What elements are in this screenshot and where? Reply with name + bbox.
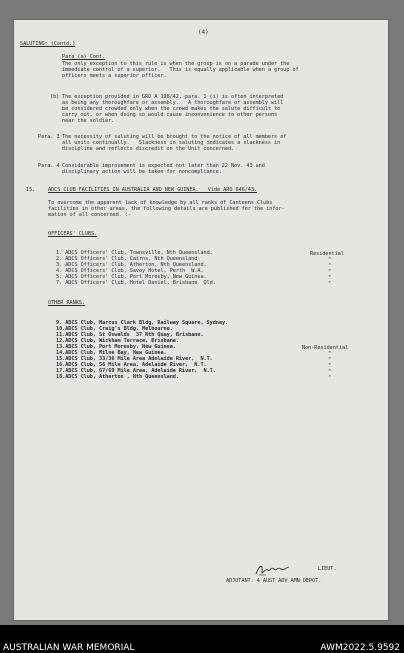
ditto-mark: " <box>328 281 332 287</box>
document-page <box>14 20 388 620</box>
officers-club-item: 3. ADCS Officers' Club, Atherton, Nth Queensland. <box>56 262 207 268</box>
para-a-label: Para (a) Cont. <box>62 54 106 60</box>
officers-club-item: 4. ADCS Officers' Club, Savoy Hotel, Perth W.A. <box>56 268 204 274</box>
para-b-line: The exception provided in GRO A 198/42, para. 1 (i) is often interpreted <box>62 94 284 100</box>
archive-footer <box>0 625 404 653</box>
para-3-line: discipline and reflects discredit on the Unit concerned. <box>62 146 235 152</box>
item-15-line: To overcome the apparent lack of knowledge by all ranks of Canteens Clubs <box>48 200 273 206</box>
para-b-line: be considered crowded only when the crowd makes the salute difficult to <box>62 106 281 112</box>
para-a-line: The only exception to this rule is when the group is on a parade under the <box>62 61 290 67</box>
handwritten-signature <box>254 560 292 580</box>
ditto-mark: " <box>328 263 332 269</box>
item-15-number: 15. <box>26 187 36 193</box>
para-4-label: Para. 4 <box>38 163 60 169</box>
item-15-line: facilities in other areas, the following details are published for the infor- <box>48 206 285 212</box>
residential-label: Residential <box>310 251 344 257</box>
ditto-mark: " <box>328 269 332 275</box>
ditto-mark: " <box>328 375 332 381</box>
other-club-item: 11.ADCS Club, St Oswalds 37 Nth Quay, Brisbane. <box>56 332 204 338</box>
footer-accession-number: AWM2022.5.9592 <box>320 643 400 653</box>
other-club-item: 18.ADCS Club, Atherton , Nth Queensland. <box>56 374 179 380</box>
para-4-line: disciplinary action will be taken for noncompliance. <box>62 169 222 175</box>
other-club-item: 14.ADCS Club, Milne Bay, New Guinea. <box>56 350 167 356</box>
non-residential-label: Non-Residential <box>302 345 349 351</box>
ditto-mark: " <box>328 257 332 263</box>
para-3-label: Para. 3 <box>38 134 60 140</box>
other-club-item: 9. ADCS Club, Marcus Clark Bldg, Railway Square, Sydney. <box>56 320 229 326</box>
other-club-item: 16.ADCS Club, 56 Mile Area, Adelaide River, N.T. <box>56 362 207 368</box>
other-club-item: 12.ADCS Club, Wickham Terrace, Brisbane. <box>56 338 179 344</box>
officers-club-item: 5. ADCS Officers' Club, Port Moresby, New Guinea. <box>56 274 207 280</box>
para-b-label: (b) <box>50 94 60 100</box>
other-club-item: 17.ADCS Club, 67/69 Mile Area, Adelaide River, N.T. <box>56 368 216 374</box>
page-number: (4) <box>198 29 209 36</box>
para-b-line: near the soldier. <box>62 118 115 124</box>
footer-institution: AUSTRALIAN WAR MEMORIAL <box>3 643 135 653</box>
saluting-heading: SALUTING: (Contd.) <box>20 41 76 47</box>
ditto-mark: " <box>328 351 332 357</box>
officers-club-item: 2. ADCS Officers' Club, Cairns, Nth Queensland. <box>56 256 201 262</box>
officers-clubs-heading: OFFICERS' CLUBS. <box>48 231 98 237</box>
para-a-line: officers meets a superior officer. <box>62 73 167 79</box>
officers-club-item: 1. ADCS Officers' Club, Townsville, Nth Queensland. <box>56 250 213 256</box>
para-a-line: immediate control of a superior. This is equally applicable when a group of <box>62 67 299 73</box>
ditto-mark: " <box>328 363 332 369</box>
ditto-mark: " <box>328 275 332 281</box>
item-15-line: mation of all concerned. :- <box>48 212 135 218</box>
para-4-line: Considerable improvement is expected not later than 22 Nov. 43 and <box>62 163 265 169</box>
other-ranks-heading: OTHER RANKS. <box>48 300 85 306</box>
other-club-item: 10.ADCS Club, Craig's Bldg, Melbourne. <box>56 326 173 332</box>
signature-rank: LIEUT. <box>318 566 337 572</box>
other-club-item: 15.ADCS Club, 33/36 Mile Area Adelaide River, N.T. <box>56 356 213 362</box>
para-b-line: carry out, or when doing so would cause inconvenience to other persons <box>62 112 278 118</box>
item-15-heading: ADCS CLUB FACILITIES IN AUSTRALIA AND NEW GUINEA. Vide ARO 646/43. <box>48 187 257 193</box>
ditto-mark: " <box>328 369 332 375</box>
ditto-mark: " <box>328 357 332 363</box>
other-club-item: 13.ADCS Club, Port Moresby, New Guinea. <box>56 344 176 350</box>
para-3-line: all units continually. Slackness in saluting indicates a slackness in <box>62 140 281 146</box>
para-b-line: as being any thoroughfare or assembly. A thoroughfare or assembly will <box>62 100 284 106</box>
signature-title: ADJUTANT. 4 AUST ADV AMN DEPOT. <box>226 578 322 584</box>
officers-club-item: 7. ADCS Officers' Club, Hotel Daniel, Brisbane Qld. <box>56 280 216 286</box>
para-3-line: The necessity of saluting will be brought to the notice of all members of <box>62 134 287 140</box>
